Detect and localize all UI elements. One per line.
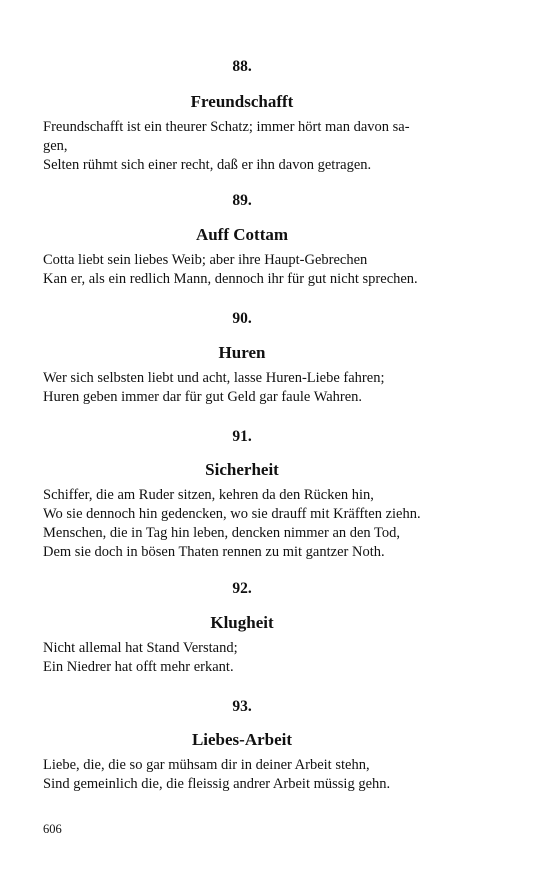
poem-line: Ein Niedrer hat offt mehr erkant. [43,659,234,675]
poem-title: Klugheit [210,613,274,632]
poem-number: 89. [232,192,252,209]
poem-line: Freundschafft ist ein theurer Schatz; immer hört man davon sa- [43,119,410,135]
poem-line: Wer sich selbsten liebt und acht, lasse Huren-Liebe fahren; [43,370,385,386]
poem-line: Schiffer, die am Ruder sitzen, kehren da den Rücken hin, [43,487,374,503]
poem-line: Nicht allemal hat Stand Verstand; [43,640,238,656]
poem-lines [43,639,441,677]
poem-lines [43,756,441,794]
poem-lines [43,369,441,407]
page-number: 606 [43,822,62,836]
poem-number: 93. [232,698,252,715]
poem-number: 88. [232,58,252,75]
poem-line: Cotta liebt sein liebes Weib; aber ihre Haupt-Gebrechen [43,252,368,268]
poem-line: Wo sie dennoch hin gedencken, wo sie drauff mit Kräfften ziehn. [43,506,421,522]
poem-number: 90. [232,310,252,327]
poem-line: Selten rühmt sich einer recht, daß er ihn davon getragen. [43,157,372,173]
poem-lines [43,118,441,175]
poem-title: Auff Cottam [195,225,289,244]
poem-title: Sicherheit [205,460,279,479]
poem-number: 91. [232,428,252,445]
poem-line: Menschen, die in Tag hin leben, dencken nimmer an den Tod, [43,525,401,541]
poem-lines [43,486,441,562]
poem-lines [43,251,441,289]
poem-line: Dem sie doch in bösen Thaten rennen zu mit gantzer Noth. [43,544,385,560]
poem-number: 92. [232,580,252,597]
poem-title: Liebes-Arbeit [191,730,293,749]
poem-title: Freundschafft [190,92,294,111]
poem-line: Kan er, als ein redlich Mann, dennoch ihr für gut nicht sprechen. [43,271,418,287]
poem-line: Liebe, die, die so gar mühsam dir in deiner Arbeit stehn, [43,757,370,773]
poem-title: Huren [218,343,266,362]
poem-line: gen, [43,138,68,154]
poem-line: Huren geben immer dar für gut Geld gar faule Wahren. [43,389,363,405]
poem-line: Sind gemeinlich die, die fleissig andrer Arbeit müssig gehn. [43,776,391,792]
